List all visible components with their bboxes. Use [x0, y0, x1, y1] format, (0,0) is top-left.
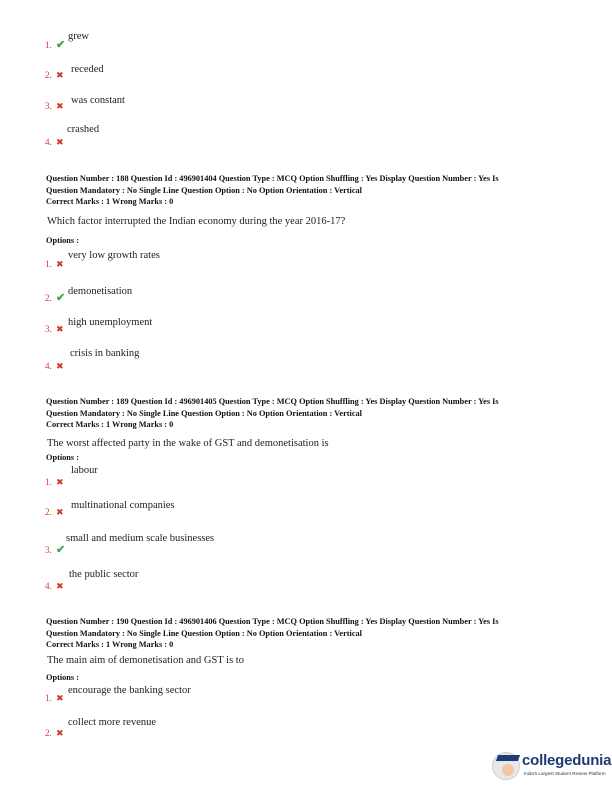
- question-marks: Correct Marks : 1 Wrong Marks : 0: [46, 640, 174, 649]
- option-item: [45, 83, 445, 111]
- option-text: demonetisation: [68, 286, 133, 297]
- option-item: [45, 119, 445, 147]
- option-item: [45, 52, 445, 80]
- logo-name: collegedunia: [522, 752, 612, 769]
- option-text: crisis in banking: [70, 348, 140, 359]
- graduate-mascot-icon: [492, 752, 520, 780]
- question-marks: Correct Marks : 1 Wrong Marks : 0: [46, 420, 174, 429]
- option-item: [45, 459, 445, 487]
- wrong-cross-icon: ✖: [56, 728, 64, 738]
- option-number: 3.: [45, 545, 52, 555]
- question-meta-line1: Question Number : 188 Question Id : 496901404 Question Type : MCQ Option Shuffling : Yes Display Question Number : Yes Is: [46, 174, 499, 183]
- option-number: 1.: [45, 40, 52, 50]
- question-meta-line2: Question Mandatory : No Single Line Question Option : No Option Orientation : Vertical: [46, 185, 362, 195]
- options-label: Options :: [46, 236, 79, 245]
- question-header: [46, 616, 566, 651]
- option-text: crashed: [67, 124, 100, 135]
- option-item: [45, 563, 445, 591]
- option-number: 1.: [45, 477, 52, 487]
- wrong-cross-icon: ✖: [56, 137, 64, 147]
- wrong-cross-icon: ✖: [56, 693, 64, 703]
- option-text: labour: [71, 465, 98, 476]
- wrong-cross-icon: ✖: [56, 101, 64, 111]
- question-meta-line2: Question Mandatory : No Single Line Question Option : No Option Orientation : Vertical: [46, 628, 362, 638]
- question-text: Which factor interrupted the Indian economy during the year 2016-17?: [47, 216, 346, 227]
- correct-check-icon: ✔: [56, 39, 66, 51]
- option-number: 3.: [45, 101, 52, 111]
- option-item: [45, 527, 445, 555]
- question-text: The main aim of demonetisation and GST is to: [47, 655, 244, 666]
- option-text: the public sector: [69, 569, 139, 580]
- question-marks: Correct Marks : 1 Wrong Marks : 0: [46, 197, 174, 206]
- wrong-cross-icon: ✖: [56, 477, 64, 487]
- options-label: Options :: [46, 453, 79, 462]
- option-item: [45, 489, 445, 517]
- option-item: [45, 22, 445, 50]
- correct-check-icon: ✔: [56, 292, 66, 304]
- option-number: 1.: [45, 693, 52, 703]
- option-text: very low growth rates: [68, 250, 160, 261]
- option-item: [45, 343, 445, 371]
- question-header: [46, 396, 566, 431]
- option-text: small and medium scale businesses: [66, 533, 215, 544]
- wrong-cross-icon: ✖: [56, 70, 64, 80]
- correct-check-icon: ✔: [56, 544, 66, 556]
- wrong-cross-icon: ✖: [56, 324, 64, 334]
- option-item: [45, 675, 445, 703]
- option-text: grew: [68, 31, 89, 42]
- option-text: collect more revenue: [68, 717, 157, 728]
- option-number: 4.: [45, 137, 52, 147]
- option-text: encourage the banking sector: [68, 685, 191, 696]
- question-meta-line2: Question Mandatory : No Single Line Question Option : No Option Orientation : Vertical: [46, 408, 362, 418]
- option-item: [45, 275, 445, 303]
- option-number: 4.: [45, 361, 52, 371]
- option-item: [45, 241, 445, 269]
- question-text: The worst affected party in the wake of GST and demonetisation is: [47, 438, 329, 449]
- question-header: [46, 173, 566, 208]
- option-text: high unemployment: [68, 317, 153, 328]
- option-number: 3.: [45, 324, 52, 334]
- option-text: was constant: [71, 95, 125, 106]
- option-text: multinational companies: [71, 500, 175, 511]
- collegedunia-logo: [490, 748, 612, 788]
- option-number: 4.: [45, 581, 52, 591]
- option-number: 2.: [45, 507, 52, 517]
- option-item: [45, 710, 445, 738]
- option-number: 1.: [45, 259, 52, 269]
- wrong-cross-icon: ✖: [56, 259, 64, 269]
- question-meta-line1: Question Number : 190 Question Id : 496901406 Question Type : MCQ Option Shuffling : Yes Display Question Number : Yes Is: [46, 617, 499, 626]
- option-text: receded: [71, 64, 104, 75]
- logo-tagline: India's Largest Student Review Platform: [524, 771, 606, 776]
- wrong-cross-icon: ✖: [56, 361, 64, 371]
- wrong-cross-icon: ✖: [56, 581, 64, 591]
- option-number: 2.: [45, 293, 52, 303]
- option-number: 2.: [45, 70, 52, 80]
- option-item: [45, 306, 445, 334]
- wrong-cross-icon: ✖: [56, 507, 64, 517]
- options-label: Options :: [46, 673, 79, 682]
- option-number: 2.: [45, 728, 52, 738]
- question-meta-line1: Question Number : 189 Question Id : 496901405 Question Type : MCQ Option Shuffling : Yes Display Question Number : Yes Is: [46, 397, 499, 406]
